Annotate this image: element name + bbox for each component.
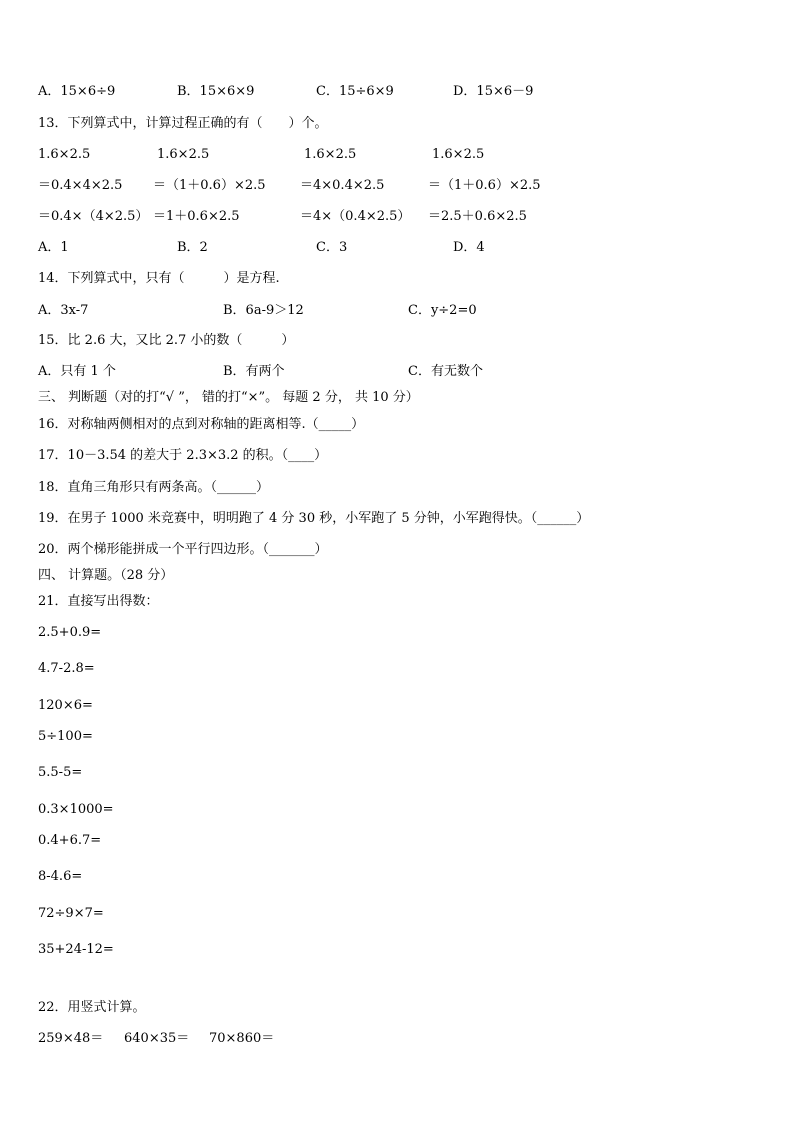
q14-option-b: B．6a-9＞12: [223, 303, 304, 318]
q13-cell: ＝2.5＋0.6×2.5: [428, 209, 527, 224]
q15-option-c: C．有无数个: [408, 364, 483, 379]
q13-cell: ＝0.4×4×2.5: [38, 178, 123, 193]
q22-stem: 22．用竖式计算。: [38, 1000, 146, 1015]
q12-option-b: B．15×6×9: [177, 84, 255, 99]
oral-calc-item: 72÷9×7=: [38, 906, 104, 921]
q14-option-a: A．3x-7: [38, 303, 89, 318]
oral-calc-item: 2.5+0.9=: [38, 625, 102, 640]
q13-cell: ＝0.4×（4×2.5）: [38, 209, 149, 224]
q13-option-c: C．3: [316, 240, 348, 255]
oral-calc-item: 0.3×1000=: [38, 802, 114, 817]
q13-cell: ＝（1＋0.6）×2.5: [153, 178, 266, 193]
q12-option-d: D．15×6－9: [453, 84, 534, 99]
vertical-calc-item: 640×35＝: [124, 1031, 190, 1046]
judgement-item: 17．10－3.54 的差大于 2.3×3.2 的积。（____）: [38, 448, 328, 463]
q15-option-a: A．只有 1 个: [38, 364, 116, 379]
q13-cell: 1.6×2.5: [432, 147, 485, 162]
q13-cell: 1.6×2.5: [38, 147, 91, 162]
vertical-calc-item: 70×860＝: [209, 1031, 275, 1046]
section-3-title: 三、 判断题（对的打“√ ”， 错的打“×”。 每题 2 分， 共 10 分）: [38, 390, 419, 405]
q13-cell: 1.6×2.5: [304, 147, 357, 162]
q13-cell: ＝4×0.4×2.5: [300, 178, 385, 193]
q13-option-a: A．1: [38, 240, 69, 255]
q14-option-c: C．y÷2=0: [408, 303, 477, 318]
q13-cell: ＝（1＋0.6）×2.5: [428, 178, 541, 193]
oral-calc-item: 0.4+6.7=: [38, 833, 102, 848]
q13-option-b: B．2: [177, 240, 208, 255]
q14-stem: 14．下列算式中，只有（ ）是方程.: [38, 271, 280, 286]
vertical-calc-item: 259×48＝: [38, 1031, 104, 1046]
q13-cell: ＝1＋0.6×2.5: [153, 209, 240, 224]
q13-option-d: D．4: [453, 240, 485, 255]
judgement-item: 19．在男子 1000 米竞赛中，明明跑了 4 分 30 秒，小军跑了 5 分钟，小军跑得快。（______）: [38, 511, 590, 526]
judgement-item: 18．直角三角形只有两条高。（______）: [38, 480, 270, 495]
section-4-title: 四、 计算题。（28 分）: [38, 568, 174, 583]
q12-option-c: C．15÷6×9: [316, 84, 394, 99]
q13-cell: 1.6×2.5: [157, 147, 210, 162]
oral-calc-item: 5÷100=: [38, 729, 93, 744]
q13-stem: 13．下列算式中，计算过程正确的有（ ）个。: [38, 116, 328, 131]
q21-stem: 21．直接写出得数：: [38, 594, 159, 609]
q12-option-a: A．15×6÷9: [38, 84, 116, 99]
judgement-item: 20．两个梯形能拼成一个平行四边形。（_______）: [38, 542, 328, 557]
q15-option-b: B．有两个: [223, 364, 285, 379]
q15-stem: 15．比 2.6 大，又比 2.7 小的数（ ）: [38, 333, 295, 348]
oral-calc-item: 35+24-12=: [38, 942, 114, 957]
oral-calc-item: 120×6=: [38, 698, 93, 713]
oral-calc-item: 4.7-2.8=: [38, 661, 95, 676]
judgement-item: 16．对称轴两侧相对的点到对称轴的距离相等.（_____）: [38, 417, 365, 432]
q13-cell: ＝4×（0.4×2.5）: [300, 209, 411, 224]
oral-calc-item: 8-4.6=: [38, 869, 83, 884]
oral-calc-item: 5.5-5=: [38, 765, 83, 780]
